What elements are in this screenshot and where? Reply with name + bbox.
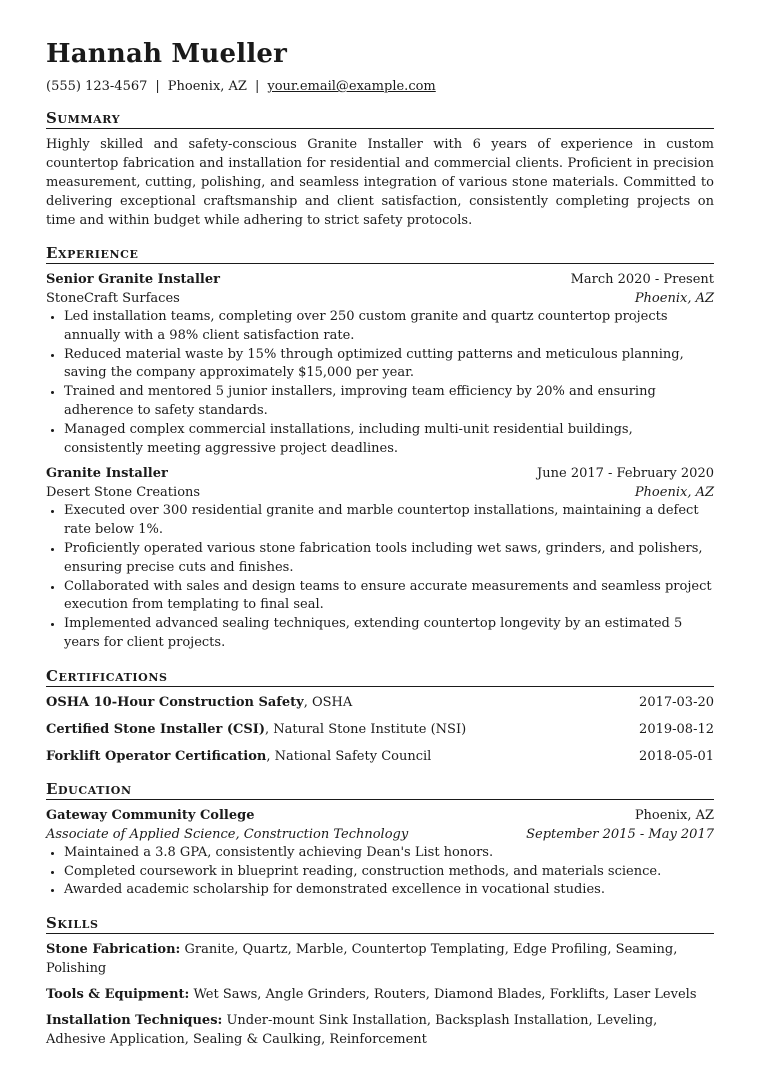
degree: Associate of Applied Science, Construction Technology bbox=[46, 826, 409, 842]
skill-row bbox=[46, 985, 714, 1004]
education-dates: September 2015 - May 2017 bbox=[526, 826, 714, 842]
certification-row bbox=[46, 747, 714, 766]
separator: | bbox=[254, 79, 260, 94]
skill-value: Granite, Quartz, Marble, Countertop Templating, Edge Profiling, Seaming, Polishing bbox=[46, 942, 678, 977]
cert-issuer: , National Safety Council bbox=[266, 748, 432, 764]
skill-row bbox=[46, 1011, 714, 1049]
job-dates: March 2020 - Present bbox=[570, 272, 714, 287]
cert-name: Forklift Operator Certification bbox=[46, 748, 267, 764]
list-item: • Implemented advanced sealing techniques, extending countertop longevity by an estimated 5 years for client projects. bbox=[64, 615, 714, 653]
cert-date: 2017-03-20 bbox=[639, 694, 714, 710]
school-name: Gateway Community College bbox=[46, 807, 255, 823]
skill-row bbox=[46, 940, 714, 978]
skill-label: Tools & Equipment: bbox=[46, 987, 190, 1003]
list-item: • Proficiently operated various stone fabrication tools including wet saws, grinders, and polishers, ensuring precise cuts and finishes. bbox=[64, 540, 714, 578]
section-title-skills: Skills bbox=[46, 914, 714, 934]
section-title-education: Education bbox=[46, 780, 714, 800]
education-entry bbox=[46, 806, 714, 900]
job-location: Phoenix, AZ bbox=[634, 291, 714, 306]
resume-page bbox=[46, 38, 714, 1056]
job-title: Senior Granite Installer bbox=[46, 272, 220, 287]
cert-issuer: , OSHA bbox=[303, 694, 353, 710]
job-bullets bbox=[46, 308, 714, 458]
education-bullets bbox=[46, 844, 714, 900]
section-title-experience: Experience bbox=[46, 244, 714, 264]
list-item: • Managed complex commercial installations, including multi-unit residential buildings, consistently meeting aggressive project deadlines. bbox=[64, 421, 714, 459]
job-dates: June 2017 - February 2020 bbox=[537, 466, 714, 482]
cert-name: Certified Stone Installer (CSI) bbox=[46, 721, 265, 737]
skill-label: Installation Techniques: bbox=[46, 1013, 223, 1029]
list-item: • Reduced material waste by 15% through optimized cutting patterns and meticulous planning, saving the company approximately $15,000 per year. bbox=[64, 346, 714, 384]
school-location: Phoenix, AZ bbox=[634, 807, 714, 823]
candidate-name: Hannah Mueller bbox=[46, 39, 288, 69]
job-entry bbox=[46, 464, 714, 652]
phone: (555) 123-4567 bbox=[46, 79, 148, 94]
job-bullets bbox=[46, 502, 714, 652]
job-location: Phoenix, AZ bbox=[634, 485, 714, 501]
section-title-summary: Summary bbox=[46, 109, 714, 129]
company-name: StoneCraft Surfaces bbox=[46, 291, 180, 306]
list-item: • Trained and mentored 5 junior installers, improving team efficiency by 20% and ensuring adherence to safety standards. bbox=[64, 383, 714, 421]
list-item: • Executed over 300 residential granite and marble countertop installations, maintaining a defect rate below 1%. bbox=[64, 502, 714, 540]
skill-value: Wet Saws, Angle Grinders, Routers, Diamond Blades, Forklifts, Laser Levels bbox=[189, 987, 697, 1003]
cert-issuer: , Natural Stone Institute (NSI) bbox=[264, 721, 467, 737]
skill-label: Stone Fabrication: bbox=[46, 942, 181, 958]
job-entry bbox=[46, 270, 714, 458]
summary-text: Highly skilled and safety-conscious Granite Installer with 6 years of experience in custom countertop fabrication and installation for residential and commercial clients. Proficient in precision measurement, cutting, polishing, and seamless integration of various stone materials. Committed to delivering exceptional craftsmanship and client satisfaction, consistently completing projects on time and within budget while adhering to strict safety protocols. bbox=[46, 137, 714, 228]
location: Phoenix, AZ bbox=[167, 79, 247, 94]
separator: | bbox=[155, 79, 160, 94]
skill-value: Under-mount Sink Installation, Backsplash Installation, Leveling, Adhesive Application, Sealing & Caulking, Reinforcement bbox=[46, 1013, 658, 1048]
cert-name: OSHA 10-Hour Construction Safety bbox=[46, 694, 304, 710]
list-item: • Completed coursework in blueprint reading, construction methods, and materials science. bbox=[64, 863, 714, 882]
cert-date: 2018-05-01 bbox=[639, 748, 714, 764]
list-item: • Maintained a 3.8 GPA, consistently achieving Dean's List honors. bbox=[64, 844, 714, 863]
cert-date: 2019-08-12 bbox=[639, 721, 714, 737]
certification-row bbox=[46, 720, 714, 739]
certification-row bbox=[46, 693, 714, 712]
list-item: • Collaborated with sales and design teams to ensure accurate measurements and seamless project execution from templating to final seal. bbox=[64, 578, 714, 616]
section-title-certifications: Certifications bbox=[46, 667, 714, 687]
company-name: Desert Stone Creations bbox=[46, 485, 201, 501]
contact-line bbox=[46, 78, 714, 95]
job-title: Granite Installer bbox=[46, 466, 168, 482]
list-item: • Led installation teams, completing over 250 custom granite and quartz countertop projects annually with a 98% client satisfaction rate. bbox=[64, 308, 714, 346]
list-item: • Awarded academic scholarship for demonstrated excellence in vocational studies. bbox=[64, 881, 714, 900]
email-link[interactable]: your.email@example.com bbox=[267, 79, 436, 94]
